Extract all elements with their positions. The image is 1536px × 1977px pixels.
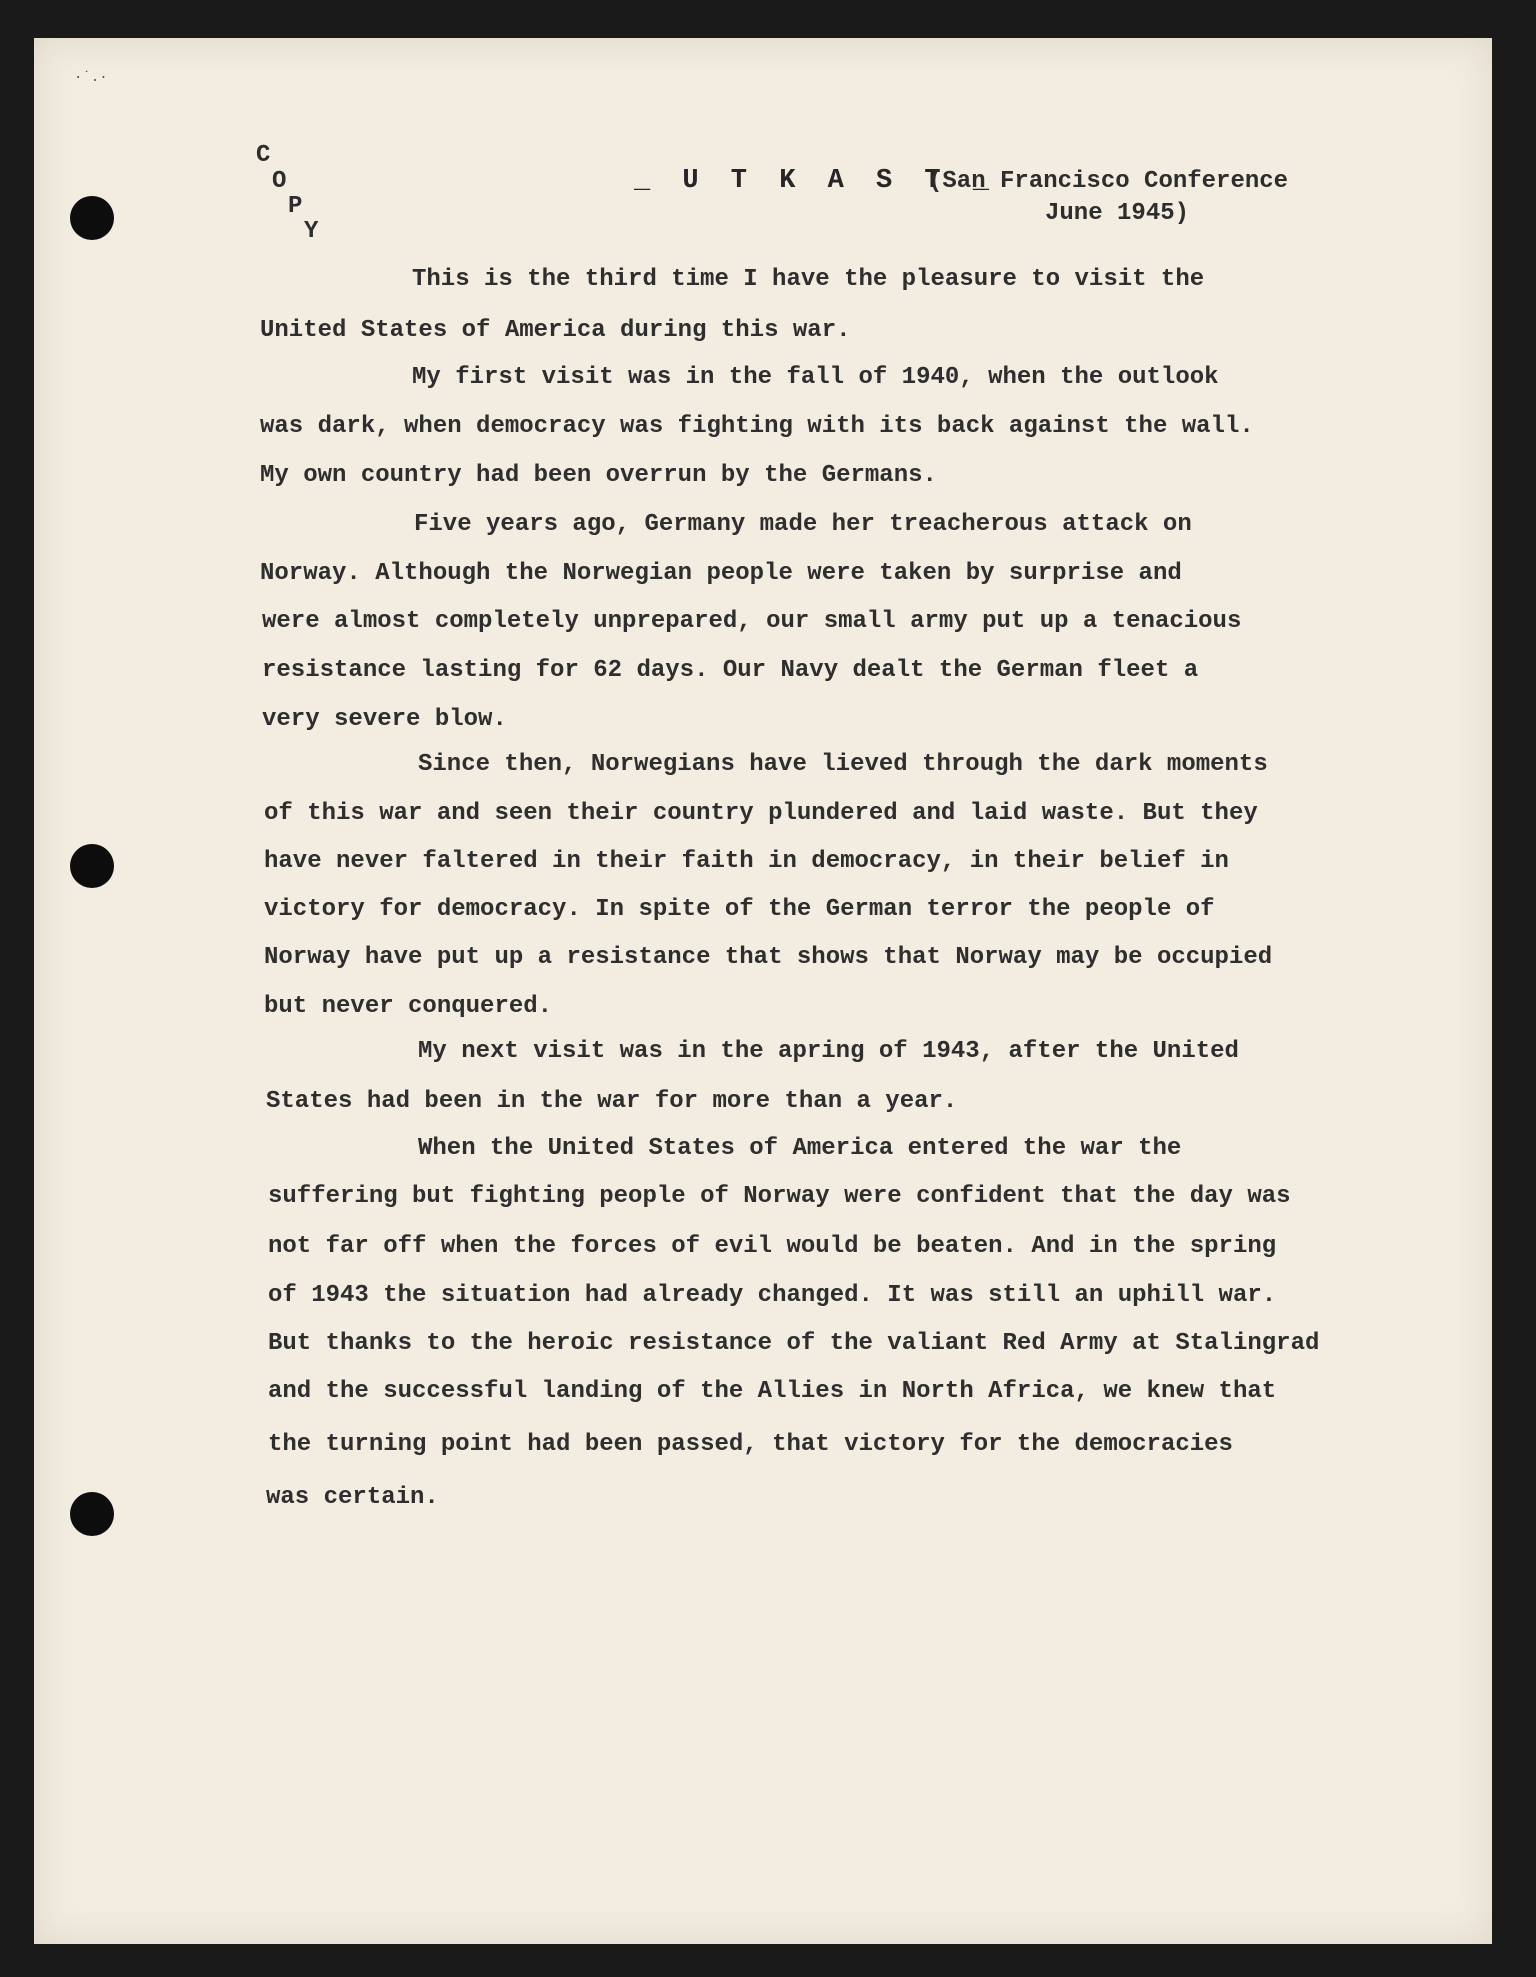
document-page: [34, 38, 1492, 1944]
punch-hole: [70, 196, 114, 240]
body-line: But thanks to the heroic resistance of the valiant Red Army at Stalingrad: [268, 1330, 1320, 1357]
body-line: This is the third time I have the pleasure to visit the: [412, 266, 1205, 293]
copy-mark-letter: Y: [304, 218, 319, 245]
body-line: and the successful landing of the Allies in North Africa, we knew that: [268, 1378, 1277, 1405]
body-line: the turning point had been passed, that victory for the democracies: [268, 1431, 1233, 1458]
body-line: My own country had been overrun by the Germans.: [260, 462, 937, 489]
body-line: suffering but fighting people of Norway were confident that the day was: [268, 1183, 1291, 1210]
body-line: resistance lasting for 62 days. Our Navy dealt the German fleet a: [262, 657, 1199, 684]
copy-mark-letter: P: [288, 193, 303, 220]
conference-note-line: June 1945): [1045, 200, 1190, 227]
body-line: was dark, when democracy was fighting with its back against the wall.: [260, 413, 1254, 440]
copy-mark-letter: O: [272, 168, 287, 195]
body-line: When the United States of America entered the war the: [418, 1135, 1182, 1162]
body-line: My first visit was in the fall of 1940, when the outlook: [412, 364, 1219, 391]
ink-speck: ·˙.·: [74, 70, 108, 86]
body-line: Five years ago, Germany made her treacherous attack on: [414, 511, 1192, 538]
body-line: was certain.: [266, 1484, 439, 1511]
body-line: victory for democracy. In spite of the German terror the people of: [264, 896, 1215, 923]
punch-hole: [70, 1492, 114, 1536]
body-line: were almost completely unprepared, our small army put up a tenacious: [262, 608, 1242, 635]
body-line: Norway. Although the Norwegian people were taken by surprise and: [260, 560, 1182, 587]
body-line: of 1943 the situation had already changed. It was still an uphill war.: [268, 1282, 1277, 1309]
body-line: very severe blow.: [262, 706, 507, 733]
body-line: My next visit was in the apring of 1943, after the United: [418, 1038, 1239, 1065]
body-line: have never faltered in their faith in democracy, in their belief in: [264, 848, 1229, 875]
conference-note-line: (San Francisco Conference: [928, 168, 1289, 195]
body-line: Since then, Norwegians have lieved through the dark moments: [418, 751, 1268, 778]
body-line: States had been in the war for more than a year.: [266, 1088, 958, 1115]
copy-mark-letter: C: [256, 142, 271, 169]
punch-hole: [70, 844, 114, 888]
body-line: of this war and seen their country plundered and laid waste. But they: [264, 800, 1258, 827]
body-line: United States of America during this war.: [260, 317, 851, 344]
body-line: Norway have put up a resistance that shows that Norway may be occupied: [264, 944, 1273, 971]
body-line: but never conquered.: [264, 993, 553, 1020]
body-line: not far off when the forces of evil would be beaten. And in the spring: [268, 1233, 1277, 1260]
document-heading: _ U T K A S T _: [634, 166, 998, 196]
